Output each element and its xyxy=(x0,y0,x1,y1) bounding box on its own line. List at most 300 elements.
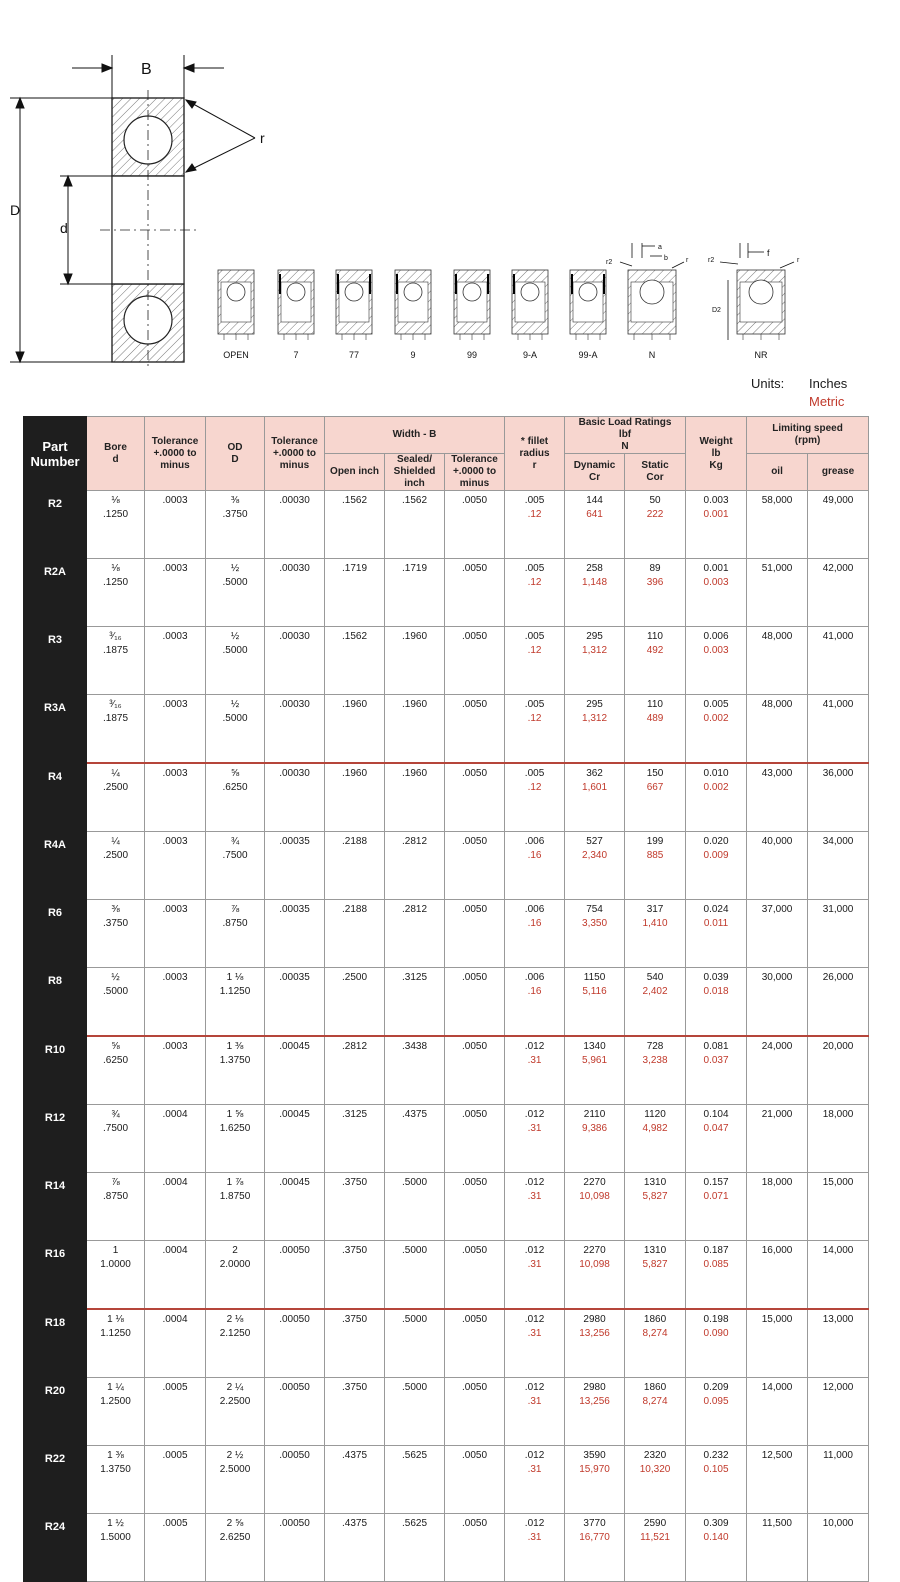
value-tol3: .0050 xyxy=(462,1177,488,1188)
header-sealed: Sealed/ Shielded inch xyxy=(385,454,445,491)
value-od_dec: 2.6250 xyxy=(219,1532,251,1543)
cell-grease xyxy=(808,1514,869,1582)
value-od_frac: 2 ⅛ xyxy=(226,1314,244,1325)
value-bore_frac: ¼ xyxy=(111,836,120,847)
units-legend xyxy=(751,375,848,409)
cell-oil xyxy=(747,1241,808,1310)
header-bore-tolerance: Tolerance +.0000 to minus xyxy=(145,417,206,491)
value-dyn: 258 xyxy=(586,563,603,574)
nr-label-r: r xyxy=(797,257,800,264)
value-tol2: .00035 xyxy=(279,836,310,847)
value-oil: 43,000 xyxy=(761,768,793,779)
cell-open xyxy=(325,1173,385,1241)
value-stat_m: 2,402 xyxy=(642,986,668,997)
cell-bore_frac xyxy=(87,627,145,695)
value-tol3: .0050 xyxy=(462,1109,488,1120)
cell-stat xyxy=(625,1514,686,1582)
value-dyn_m: 5,961 xyxy=(582,1055,608,1066)
bore-label: d xyxy=(60,220,68,236)
variant-label: N xyxy=(648,350,656,360)
variant-77 xyxy=(336,270,372,360)
value-oil: 18,000 xyxy=(761,1177,793,1188)
cell-grease xyxy=(808,491,869,559)
cell-grease xyxy=(808,1105,869,1173)
cell-oil xyxy=(747,1446,808,1514)
header-static: Static Cor xyxy=(625,454,686,491)
value-stat_m: 5,827 xyxy=(642,1191,668,1202)
variant-9-a xyxy=(512,270,548,360)
value-bore_frac: ⅜ xyxy=(111,904,120,915)
value-bore_dec: .6250 xyxy=(102,1055,129,1066)
value-stat: 89 xyxy=(649,563,661,574)
cell-tol3 xyxy=(445,1309,505,1378)
value-wt_m: 0.003 xyxy=(703,645,729,656)
table-row xyxy=(24,900,869,968)
value-dyn: 362 xyxy=(586,768,603,779)
cell-wt xyxy=(686,627,747,695)
cell-tol1 xyxy=(145,491,206,559)
value-fillet: .005 xyxy=(524,563,545,574)
cell-stat xyxy=(625,763,686,832)
value-oil: 15,000 xyxy=(761,1314,793,1325)
cell-stat xyxy=(625,627,686,695)
value-dyn: 2270 xyxy=(583,1177,606,1188)
cell-tol3 xyxy=(445,1036,505,1105)
value-dyn_m: 1,601 xyxy=(582,782,608,793)
cell-grease xyxy=(808,1241,869,1310)
value-grease: 41,000 xyxy=(822,631,854,642)
value-sealed: .5000 xyxy=(401,1177,428,1188)
value-tol1: .0003 xyxy=(162,563,188,574)
cell-open xyxy=(325,1241,385,1310)
value-bore_dec: .2500 xyxy=(102,782,129,793)
value-stat: 728 xyxy=(646,1041,664,1052)
value-oil: 14,000 xyxy=(761,1382,793,1393)
value-od_frac: 2 xyxy=(232,1245,238,1256)
cell-open xyxy=(325,559,385,627)
cell-bore_frac xyxy=(87,1514,145,1582)
value-wt: 0.001 xyxy=(703,563,729,574)
table-row xyxy=(24,763,869,832)
value-tol2: .00050 xyxy=(279,1450,310,1461)
cell-bore_frac xyxy=(87,900,145,968)
value-bore_frac: 1 ⅜ xyxy=(107,1450,124,1461)
value-od_dec: 1.8750 xyxy=(219,1191,251,1202)
value-od_frac: ⅝ xyxy=(230,768,240,779)
cell-bore_frac xyxy=(87,1446,145,1514)
value-tol1: .0004 xyxy=(162,1245,188,1256)
cell-tol3 xyxy=(445,1105,505,1173)
units-label: Units: xyxy=(751,376,785,391)
value-stat_m: 4,982 xyxy=(642,1123,668,1134)
value-bore_frac: ⅞ xyxy=(111,1177,120,1188)
cell-grease xyxy=(808,627,869,695)
part-number-cell: R14 xyxy=(24,1173,87,1241)
value-tol3: .0050 xyxy=(462,768,488,779)
value-oil: 21,000 xyxy=(761,1109,793,1120)
value-fillet_m: .12 xyxy=(527,645,542,656)
value-open: .1960 xyxy=(341,768,368,779)
header-load-ratings: Basic Load Ratings lbf N xyxy=(565,417,686,454)
value-od_frac: 1 ⅛ xyxy=(226,972,244,983)
value-bore_dec: .3750 xyxy=(102,918,129,929)
value-open: .4375 xyxy=(341,1450,368,1461)
value-stat: 540 xyxy=(646,972,664,983)
value-tol2: .00050 xyxy=(279,1518,310,1529)
cell-bore_frac xyxy=(87,1036,145,1105)
header-open: Open inch xyxy=(325,454,385,491)
header-grease: grease xyxy=(808,454,869,491)
value-dyn: 2270 xyxy=(583,1245,606,1256)
cell-tol1 xyxy=(145,1105,206,1173)
value-dyn_m: 641 xyxy=(586,509,603,520)
cell-dyn xyxy=(565,763,625,832)
cell-oil xyxy=(747,695,808,764)
part-number-cell: R12 xyxy=(24,1105,87,1173)
value-od_dec: 2.2500 xyxy=(219,1396,251,1407)
value-stat: 2590 xyxy=(643,1518,667,1529)
value-grease: 49,000 xyxy=(822,495,854,506)
cell-open xyxy=(325,1309,385,1378)
value-sealed: .1562 xyxy=(401,495,428,506)
value-fillet: .005 xyxy=(524,495,545,506)
value-bore_dec: .5000 xyxy=(102,986,129,997)
cell-sealed xyxy=(385,1514,445,1582)
value-od_frac: 1 ⅞ xyxy=(226,1177,244,1188)
value-fillet_m: .31 xyxy=(527,1191,542,1202)
variant-n xyxy=(628,270,676,360)
value-fillet_m: .31 xyxy=(527,1464,542,1475)
value-tol1: .0004 xyxy=(162,1177,188,1188)
cell-wt xyxy=(686,763,747,832)
width-label: B xyxy=(141,61,152,78)
value-od_dec: .8750 xyxy=(222,918,248,929)
cell-od_frac xyxy=(206,763,265,832)
value-dyn: 2980 xyxy=(583,1314,606,1325)
bearing-spec-table xyxy=(23,416,869,1582)
cell-tol2 xyxy=(265,491,325,559)
cell-tol1 xyxy=(145,559,206,627)
value-dyn_m: 9,386 xyxy=(582,1123,608,1134)
value-od_dec: 1.6250 xyxy=(219,1123,251,1134)
value-fillet: .012 xyxy=(524,1109,545,1120)
cell-wt xyxy=(686,491,747,559)
cell-sealed xyxy=(385,559,445,627)
cell-od_frac xyxy=(206,1105,265,1173)
table-row xyxy=(24,1036,869,1105)
units-metric: Metric xyxy=(809,394,845,409)
part-number-cell: R2 xyxy=(24,491,87,559)
cell-tol2 xyxy=(265,763,325,832)
variant-label: 7 xyxy=(293,350,299,360)
value-stat_m: 222 xyxy=(646,509,664,520)
cell-sealed xyxy=(385,1309,445,1378)
value-bore_dec: .1250 xyxy=(102,509,129,520)
value-stat_m: 11,521 xyxy=(640,1532,670,1543)
cell-sealed xyxy=(385,900,445,968)
value-bore_frac: 1 ½ xyxy=(107,1518,124,1529)
value-dyn_m: 1,148 xyxy=(582,577,608,588)
cell-tol2 xyxy=(265,1173,325,1241)
value-tol3: .0050 xyxy=(462,699,488,710)
value-open: .1562 xyxy=(341,495,368,506)
cell-bore_frac xyxy=(87,1241,145,1310)
value-grease: 11,000 xyxy=(823,1450,853,1461)
cell-tol2 xyxy=(265,1105,325,1173)
value-wt_m: 0.047 xyxy=(703,1123,729,1134)
value-sealed: .1960 xyxy=(401,699,428,710)
cell-stat xyxy=(625,900,686,968)
value-dyn_m: 5,116 xyxy=(582,986,607,997)
cell-grease xyxy=(808,900,869,968)
cell-wt xyxy=(686,900,747,968)
bearing-diagram xyxy=(0,0,900,410)
value-sealed: .1719 xyxy=(401,563,428,574)
value-sealed: .2812 xyxy=(401,904,428,915)
variant-label: 9 xyxy=(410,350,416,360)
part-number-cell: R20 xyxy=(24,1378,87,1446)
cell-oil xyxy=(747,832,808,900)
cell-grease xyxy=(808,1036,869,1105)
cell-tol1 xyxy=(145,1378,206,1446)
value-fillet: .012 xyxy=(524,1245,545,1256)
value-dyn: 527 xyxy=(586,836,603,847)
value-open: .3125 xyxy=(341,1109,368,1120)
value-stat: 317 xyxy=(646,904,664,915)
value-od_dec: 1.1250 xyxy=(219,986,251,997)
value-wt_m: 0.105 xyxy=(703,1464,729,1475)
value-tol3: .0050 xyxy=(462,1245,488,1256)
cell-grease xyxy=(808,1309,869,1378)
cell-grease xyxy=(808,832,869,900)
table-row xyxy=(24,1378,869,1446)
table-row xyxy=(24,1446,869,1514)
value-bore_dec: 1.2500 xyxy=(100,1396,131,1407)
value-tol2: .00045 xyxy=(279,1041,310,1052)
cell-od_frac xyxy=(206,1173,265,1241)
cell-fillet xyxy=(505,1309,565,1378)
value-stat: 110 xyxy=(647,699,663,710)
cell-tol3 xyxy=(445,491,505,559)
cell-fillet xyxy=(505,1105,565,1173)
cell-tol3 xyxy=(445,968,505,1037)
cell-grease xyxy=(808,559,869,627)
cell-tol2 xyxy=(265,627,325,695)
value-grease: 15,000 xyxy=(822,1177,854,1188)
cell-open xyxy=(325,763,385,832)
cell-fillet xyxy=(505,1036,565,1105)
value-tol1: .0005 xyxy=(162,1382,188,1393)
cell-sealed xyxy=(385,627,445,695)
value-stat_m: 8,274 xyxy=(642,1396,668,1407)
cell-stat xyxy=(625,559,686,627)
value-dyn_m: 3,350 xyxy=(582,918,608,929)
value-wt_m: 0.009 xyxy=(703,850,729,861)
cell-dyn xyxy=(565,491,625,559)
part-number-cell: R2A xyxy=(24,559,87,627)
value-stat_m: 492 xyxy=(646,645,664,656)
table-row xyxy=(24,832,869,900)
cell-oil xyxy=(747,763,808,832)
cell-bore_frac xyxy=(87,1309,145,1378)
value-bore_dec: 1.1250 xyxy=(100,1328,131,1339)
header-width: Width - B xyxy=(325,417,505,454)
cell-oil xyxy=(747,968,808,1037)
value-stat_m: 3,238 xyxy=(642,1055,668,1066)
value-fillet_m: .12 xyxy=(527,782,542,793)
value-dyn: 144 xyxy=(586,495,603,506)
value-fillet: .012 xyxy=(524,1518,545,1529)
cell-fillet xyxy=(505,968,565,1037)
value-tol1: .0003 xyxy=(162,631,188,642)
value-grease: 18,000 xyxy=(822,1109,854,1120)
cell-wt xyxy=(686,832,747,900)
value-bore_frac: 1 ⅛ xyxy=(107,1314,124,1325)
value-wt: 0.232 xyxy=(703,1450,729,1461)
value-tol1: .0003 xyxy=(162,699,188,710)
cell-open xyxy=(325,900,385,968)
value-wt_m: 0.140 xyxy=(703,1532,729,1543)
value-od_frac: ⅜ xyxy=(230,495,240,506)
value-wt_m: 0.071 xyxy=(703,1191,729,1202)
value-tol3: .0050 xyxy=(462,1314,488,1325)
value-tol2: .00035 xyxy=(279,904,310,915)
variant-label: 99 xyxy=(466,350,478,360)
value-grease: 10,000 xyxy=(822,1518,854,1529)
nr-label-d2: D2 xyxy=(712,307,721,314)
value-od_frac: 2 ⅝ xyxy=(226,1518,244,1529)
value-wt_m: 0.037 xyxy=(703,1055,729,1066)
value-wt: 0.209 xyxy=(703,1382,729,1393)
value-oil: 48,000 xyxy=(761,699,793,710)
value-wt_m: 0.011 xyxy=(703,918,729,929)
cell-open xyxy=(325,627,385,695)
value-od_dec: .5000 xyxy=(222,577,248,588)
outer-diameter-label: D xyxy=(10,202,21,218)
value-wt: 0.198 xyxy=(703,1314,729,1325)
value-od_frac: 2 ¼ xyxy=(226,1382,244,1393)
cell-od_frac xyxy=(206,491,265,559)
value-sealed: .5625 xyxy=(401,1450,428,1461)
cell-od_frac xyxy=(206,695,265,764)
value-wt_m: 0.001 xyxy=(703,509,729,520)
cell-od_frac xyxy=(206,1241,265,1310)
value-fillet_m: .12 xyxy=(527,509,542,520)
table-row xyxy=(24,968,869,1037)
cell-stat xyxy=(625,695,686,764)
value-fillet: .012 xyxy=(524,1177,545,1188)
variant-thumbnails xyxy=(218,270,785,360)
cell-grease xyxy=(808,763,869,832)
value-dyn_m: 1,312 xyxy=(582,713,608,724)
value-sealed: .3125 xyxy=(401,972,428,983)
cell-dyn xyxy=(565,1309,625,1378)
value-tol2: .00030 xyxy=(279,699,310,710)
value-fillet: .012 xyxy=(524,1450,545,1461)
value-sealed: .5625 xyxy=(401,1518,428,1529)
value-wt_m: 0.095 xyxy=(703,1396,729,1407)
variant-label: 9-A xyxy=(522,350,538,360)
value-oil: 58,000 xyxy=(761,495,793,506)
cell-wt xyxy=(686,968,747,1037)
value-tol2: .00050 xyxy=(279,1382,310,1393)
value-fillet_m: .31 xyxy=(527,1123,542,1134)
cell-bore_frac xyxy=(87,832,145,900)
value-tol3: .0050 xyxy=(462,495,488,506)
value-open: .2812 xyxy=(341,1041,368,1052)
table-row xyxy=(24,491,869,559)
cell-open xyxy=(325,968,385,1037)
cell-tol1 xyxy=(145,1173,206,1241)
cell-tol1 xyxy=(145,1446,206,1514)
cell-od_frac xyxy=(206,1036,265,1105)
cell-od_frac xyxy=(206,1378,265,1446)
cell-tol3 xyxy=(445,832,505,900)
value-tol1: .0004 xyxy=(162,1314,188,1325)
value-oil: 40,000 xyxy=(761,836,793,847)
value-dyn: 2980 xyxy=(583,1382,606,1393)
value-stat: 1310 xyxy=(643,1245,667,1256)
value-open: .3750 xyxy=(341,1314,368,1325)
cell-sealed xyxy=(385,832,445,900)
cell-wt xyxy=(686,1241,747,1310)
cell-stat xyxy=(625,1036,686,1105)
cell-stat xyxy=(625,1105,686,1173)
value-od_frac: 1 ⅜ xyxy=(226,1041,244,1052)
main-cross-section xyxy=(100,90,196,370)
value-stat_m: 396 xyxy=(646,577,664,588)
value-tol3: .0050 xyxy=(462,563,488,574)
value-od_dec: 2.5000 xyxy=(219,1464,251,1475)
table-row xyxy=(24,559,869,627)
value-open: .3750 xyxy=(341,1382,368,1393)
value-tol3: .0050 xyxy=(462,1041,488,1052)
value-bore_dec: 1.0000 xyxy=(100,1259,131,1270)
cell-dyn xyxy=(565,1241,625,1310)
value-od_frac: ½ xyxy=(230,631,240,642)
variant-label: 77 xyxy=(348,350,360,360)
value-open: .1960 xyxy=(341,699,368,710)
value-bore_dec: .1250 xyxy=(102,577,129,588)
cell-oil xyxy=(747,1378,808,1446)
cell-sealed xyxy=(385,1036,445,1105)
cell-open xyxy=(325,1036,385,1105)
value-tol1: .0003 xyxy=(162,495,188,506)
cell-tol2 xyxy=(265,832,325,900)
value-tol3: .0050 xyxy=(462,904,488,915)
value-stat_m: 10,320 xyxy=(639,1464,671,1475)
value-stat: 1860 xyxy=(643,1314,667,1325)
value-bore_frac: ¾ xyxy=(111,1109,120,1120)
value-tol2: .00030 xyxy=(279,563,310,574)
value-oil: 11,500 xyxy=(762,1518,792,1529)
value-bore_frac: ½ xyxy=(111,972,120,983)
cell-wt xyxy=(686,1173,747,1241)
cell-sealed xyxy=(385,491,445,559)
cell-fillet xyxy=(505,1446,565,1514)
cell-fillet xyxy=(505,763,565,832)
cell-oil xyxy=(747,1036,808,1105)
cell-tol3 xyxy=(445,1446,505,1514)
value-sealed: .5000 xyxy=(401,1314,428,1325)
value-wt: 0.157 xyxy=(703,1177,729,1188)
cell-dyn xyxy=(565,1105,625,1173)
cell-tol2 xyxy=(265,968,325,1037)
value-tol1: .0005 xyxy=(162,1518,188,1529)
value-dyn: 2110 xyxy=(583,1109,606,1120)
cell-wt xyxy=(686,1036,747,1105)
cell-tol2 xyxy=(265,1514,325,1582)
